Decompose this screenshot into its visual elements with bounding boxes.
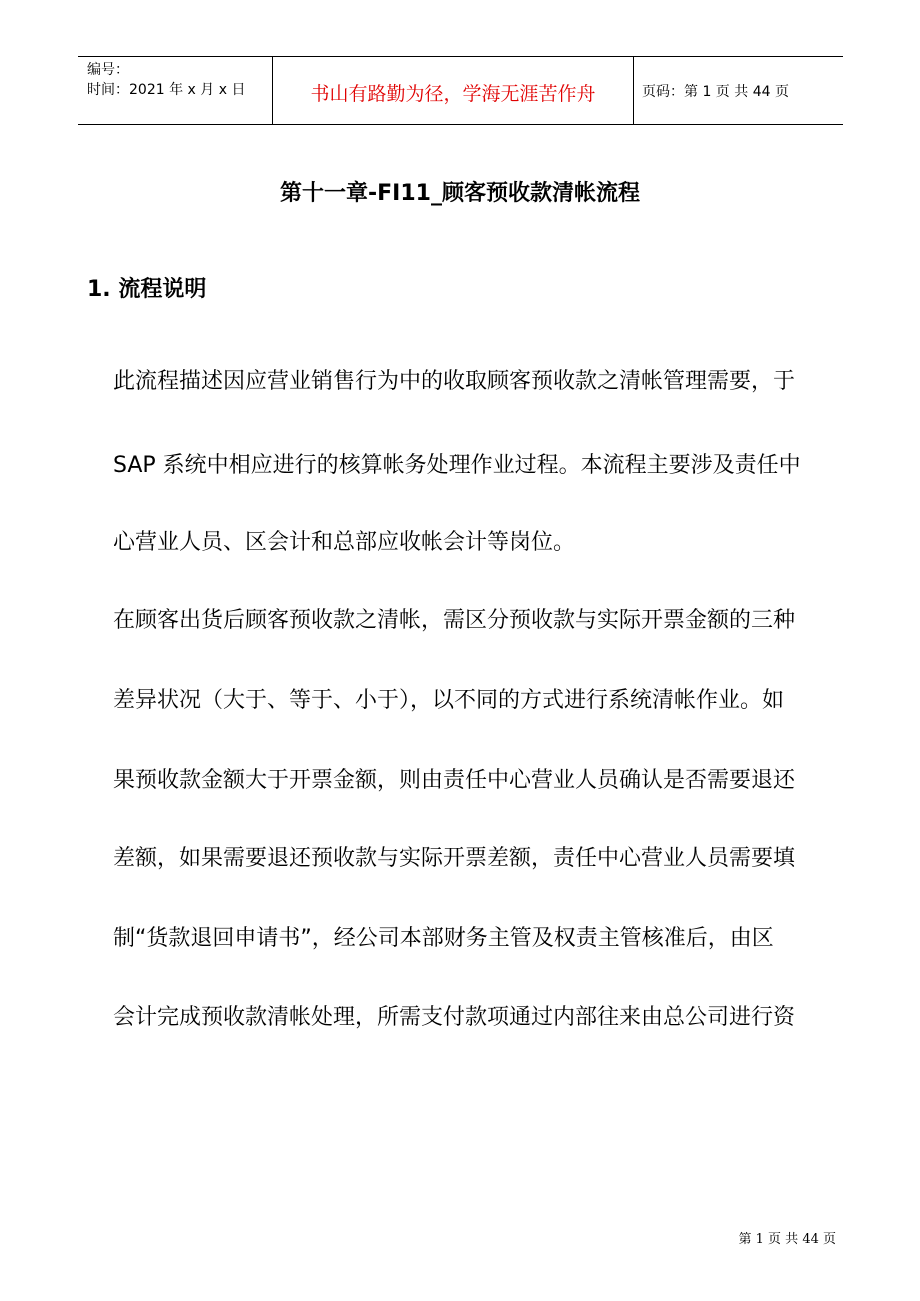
time-label: 时间：2021 年 x 月 x 日: [87, 82, 246, 98]
paragraph-line: 在顾客出货后顾客预收款之清帐，需区分预收款与实际开票金额的三种: [113, 608, 796, 633]
paragraph-line: 会计完成预收款清帐处理，所需支付款项通过内部往来由总公司进行资: [113, 1005, 796, 1030]
header-motto: 书山有路勤为径，学海无涯苦作舟: [310, 83, 596, 105]
paragraph-line: 果预收款金额大于开票金额，则由责任中心营业人员确认是否需要退还: [113, 768, 796, 793]
number-label: 编号：: [87, 62, 129, 78]
header-meta: [87, 60, 245, 100]
document-title: 第十一章-FI11_顾客预收款清帐流程: [280, 181, 640, 206]
paragraph-line: 此流程描述因应营业销售行为中的收取顾客预收款之清帐管理需要，于: [113, 369, 796, 394]
page-footer: 第 1 页 共 44 页: [738, 1232, 836, 1247]
paragraph-line: 差异状况（大于、等于、小于），以不同的方式进行系统清帐作业。如: [113, 688, 785, 713]
section-heading: 1. 流程说明: [87, 277, 207, 302]
paragraph-line: 制“货款退回申请书”，经公司本部财务主管及权责主管核准后，由区: [113, 926, 774, 951]
paragraph-line: SAP 系统中相应进行的核算帐务处理作业过程。本流程主要涉及责任中: [113, 453, 801, 478]
paragraph-line: 心营业人员、区会计和总部应收帐会计等岗位。: [113, 530, 576, 555]
header-divider-right: [633, 57, 634, 125]
header-page-info: 页码：第 1 页 共 44 页: [642, 84, 789, 100]
page-header: [78, 56, 843, 125]
paragraph-line: 差额，如果需要退还预收款与实际开票差额，责任中心营业人员需要填: [113, 846, 796, 871]
